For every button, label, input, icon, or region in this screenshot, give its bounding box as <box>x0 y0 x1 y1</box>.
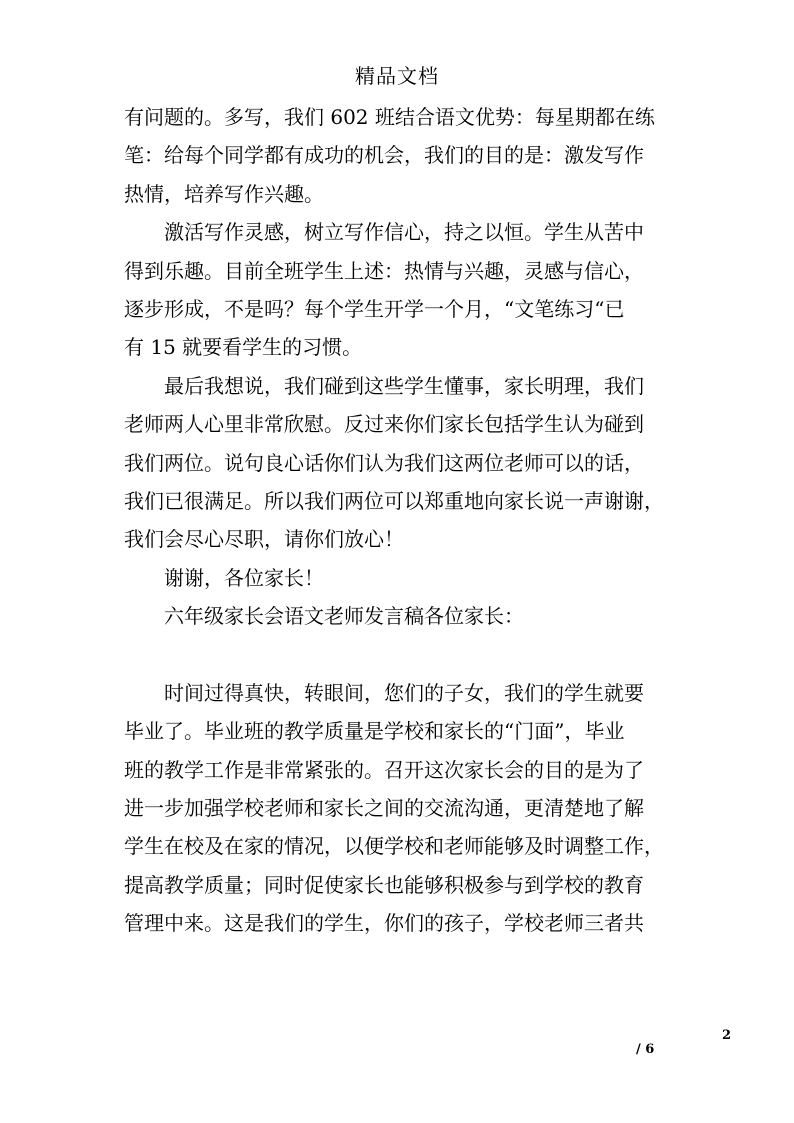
page-header-title: 精品文档 <box>355 64 439 88</box>
text-line: 班的教学工作是非常紧张的。召开这次家长会的目的是为了 <box>124 757 644 782</box>
text-line: 有 15 就要看学生的习惯。 <box>124 335 363 360</box>
text-line: 我们已很满足。所以我们两位可以郑重地向家长说一声谢谢， <box>124 488 664 513</box>
text-line: 我们两位。说句良心话你们认为我们这两位老师可以的话， <box>124 450 644 475</box>
page-total: / 6 <box>636 1042 655 1057</box>
text-line: 学生在校及在家的情况，以便学校和老师能够及时调整工作， <box>124 834 664 859</box>
document-body <box>124 98 672 943</box>
text-line: 有问题的。多写，我们 602 班结合语文优势：每星期都在练 <box>124 105 655 129</box>
paragraph-first-line: 最后我想说，我们碰到这些学生懂事，家长明理，我们 <box>164 373 644 398</box>
text-line: 管理中来。这是我们的学生，你们的孩子，学校老师三者共 <box>124 911 644 936</box>
text-line: 老师两人心里非常欣慰。反过来你们家长包括学生认为碰到 <box>124 412 644 437</box>
text-line: 笔：给每个同学都有成功的机会，我们的目的是：激发写作 <box>124 143 644 168</box>
page-number: 2 <box>722 1028 732 1043</box>
paragraph-first-line: 激活写作灵感，树立写作信心，持之以恒。学生从苦中 <box>164 220 644 245</box>
text-line: 得到乐趣。目前全班学生上述：热情与兴趣，灵感与信心， <box>124 258 644 283</box>
text-line: 毕业了。毕业班的教学质量是学校和家长的“门面”，毕业 <box>124 719 625 744</box>
text-line: 进一步加强学校老师和家长之间的交流沟通，更清楚地了解 <box>124 796 644 821</box>
section-heading: 六年级家长会语文老师发言稿各位家长： <box>164 604 524 629</box>
paragraph-first-line: 时间过得真快，转眼间，您们的子女，我们的学生就要 <box>164 680 644 705</box>
text-line: 逐步形成，不是吗？每个学生开学一个月，“文笔练习“已 <box>124 296 625 321</box>
paragraph-first-line: 谢谢，各位家长！ <box>164 565 324 590</box>
text-line: 我们会尽心尽职，请你们放心！ <box>124 527 404 552</box>
text-line: 热情，培养写作兴趣。 <box>124 181 324 206</box>
text-line: 提高教学质量；同时促使家长也能够积极参与到学校的教育 <box>124 872 644 897</box>
blank-line <box>124 635 672 673</box>
